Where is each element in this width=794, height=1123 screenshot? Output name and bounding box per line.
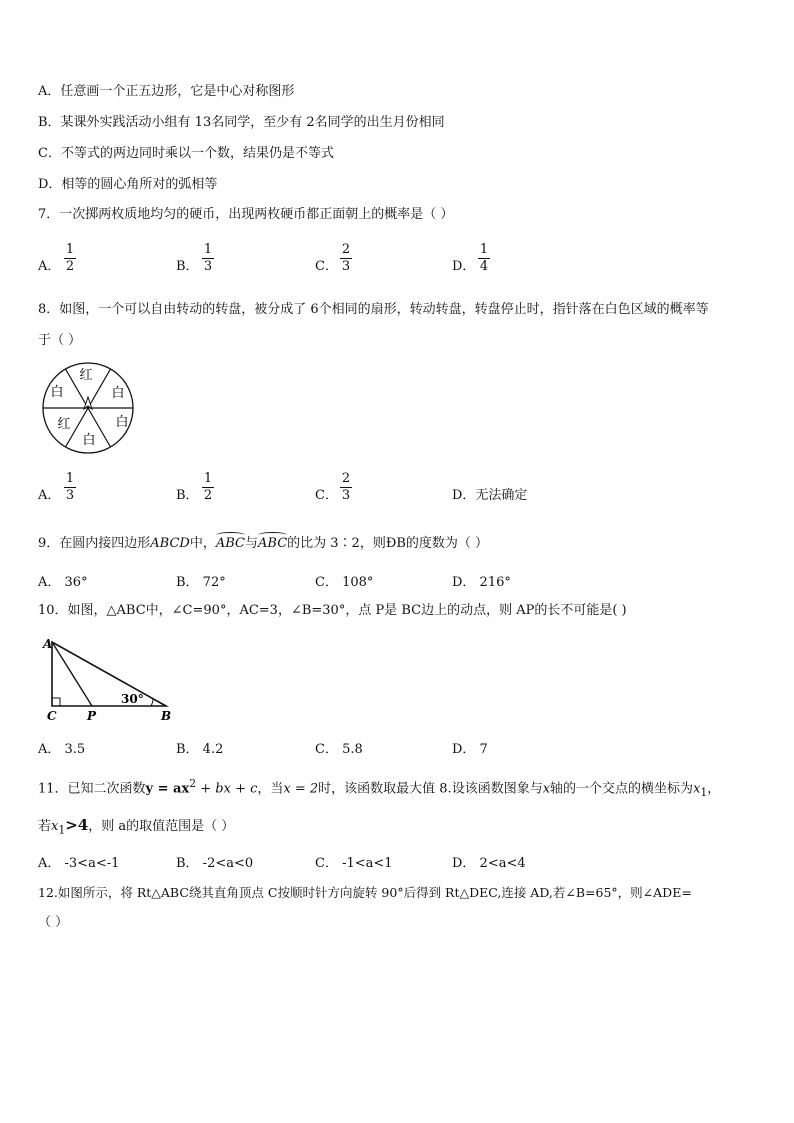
q11-stem-e: ， [707, 781, 721, 797]
q8-option-b-label: B． [176, 488, 199, 503]
q7-stem: 7．一次掷两枚质地均匀的硬币，出现两枚硬币都正面朝上的概率是（ ） [38, 207, 454, 222]
q11-option-b: B． -2<a<0 [176, 856, 254, 871]
q9-stem-a: 9．在圆内接四边形 [38, 536, 151, 551]
sector-label-6: 白 [50, 385, 64, 400]
triangle-abc [52, 642, 166, 706]
q9-arc-1: ABC [216, 535, 245, 553]
q7-option-d-label: D． [452, 259, 476, 274]
q8-option-a-fraction [64, 472, 76, 503]
q11-stem-b: ，当 [257, 781, 284, 797]
q11-line2-a: 若 [38, 819, 52, 834]
q6-option-b: B．某课外实践活动小组有 13名同学，至少有 2名同学的出生月份相同 [38, 115, 445, 130]
vertex-label-b: B [161, 709, 172, 722]
q10-stem: 10．如图，△ABC中，∠C=90°，AC=3，∠B=30°，点 P是 BC边上的动点，则 AP的长不可能是( ) [38, 603, 627, 618]
q11-line2-x: x [51, 819, 59, 834]
q7-c-numerator: 2 [341, 242, 351, 257]
q9-arc-2: ABC [258, 535, 287, 553]
q7-option-b-fraction [202, 243, 214, 274]
sector-label-5: 红 [57, 417, 71, 432]
spinner-figure [36, 362, 140, 456]
q9-stem-d: 的比为 3∶2，则ÐB的度数为（ ） [287, 536, 489, 551]
q9-option-b: B． 72° [176, 575, 226, 590]
q9-stem [38, 535, 488, 553]
q7-d-numerator: 1 [479, 242, 489, 257]
q8-option-c-label: C． [315, 488, 338, 503]
q9-stem-b: 中， [189, 536, 216, 551]
q11-condition: x = 2 [283, 781, 319, 797]
q7-d-denominator: 4 [479, 259, 489, 274]
right-angle-mark [52, 698, 60, 706]
segment-ap [52, 642, 92, 706]
q8-option-c-fraction [340, 472, 352, 503]
q8-c-numerator: 2 [341, 471, 351, 486]
q11-x-var: x [542, 781, 551, 797]
q8-c-denominator: 3 [341, 488, 351, 503]
angle-label: 30° [121, 692, 144, 706]
q7-b-numerator: 1 [203, 242, 213, 257]
vertex-label-c: C [47, 709, 57, 722]
q7-b-denominator: 3 [203, 259, 213, 274]
q11-stem-c: 时，该函数取最大值 8.设该函数图象与 [318, 781, 543, 797]
q9-option-c: C． 108° [315, 575, 374, 590]
sector-label-2: 白 [111, 386, 125, 401]
q8-stem-line2: 于（ ） [38, 333, 82, 348]
q8-option-b-fraction [202, 472, 214, 503]
q11-stem-line1 [38, 775, 720, 802]
q8-a-denominator: 3 [65, 488, 75, 503]
q7-option-c-fraction [340, 243, 352, 274]
q8-option-a-label: A． [38, 488, 61, 503]
vertex-label-p: P [87, 709, 97, 722]
q11-stem-a: 11．已知二次函数 [38, 781, 146, 797]
q8-option-d: D．无法确定 [452, 488, 528, 503]
q7-option-d-fraction [478, 243, 490, 274]
q8-b-denominator: 2 [203, 488, 213, 503]
q7-a-numerator: 1 [65, 242, 75, 257]
sector-label-1: 红 [79, 368, 93, 383]
q10-option-b: B． 4.2 [176, 742, 224, 757]
q11-func-eq: = ax [153, 781, 190, 797]
q9-option-d: D． 216° [452, 575, 511, 590]
q10-option-c: C． 5.8 [315, 742, 363, 757]
q11-option-c: C． -1<a<1 [315, 856, 393, 871]
q6-option-d: D．相等的圆心角所对的弧相等 [38, 177, 218, 192]
q12-stem-line2: （ ） [38, 915, 69, 930]
q9-quadrilateral: ABCD [150, 536, 190, 551]
q11-func-rest: + bx + c [196, 781, 258, 797]
q11-x1-sub: 1 [700, 785, 708, 799]
q9-option-a: A． 36° [38, 575, 88, 590]
q8-stem-line1: 8．如图，一个可以自由转动的转盘，被分成了 6个相同的扇形，转动转盘，转盘停止时，指针落在白色区域的概率等 [38, 302, 709, 317]
q7-option-a-fraction [64, 243, 76, 274]
q8-a-numerator: 1 [65, 471, 75, 486]
q7-option-c-label: C． [315, 259, 338, 274]
q8-b-numerator: 1 [203, 471, 213, 486]
q11-line2-cmp: >4 [65, 816, 89, 834]
q11-option-a: A． -3<a<-1 [38, 856, 120, 871]
q6-option-c: C．不等式的两边同时乘以一个数，结果仍是不等式 [38, 146, 334, 161]
vertex-label-a: A [43, 637, 53, 651]
angle-b-arc [151, 699, 153, 706]
q11-line2-sub: 1 [58, 823, 66, 837]
q7-option-b-label: B． [176, 259, 199, 274]
q7-c-denominator: 3 [341, 259, 351, 274]
sector-label-4: 白 [82, 433, 96, 448]
sector-label-3: 白 [115, 415, 129, 430]
q7-option-a-label: A． [38, 259, 61, 274]
q10-option-d: D． 7 [452, 742, 488, 757]
triangle-figure [38, 632, 178, 722]
q11-stem-line2 [38, 816, 234, 840]
q6-option-a: A．任意画一个正五边形，它是中心对称图形 [38, 84, 295, 99]
q9-stem-c: 与 [245, 536, 259, 551]
q12-stem-line1: 12.如图所示，将 Rt△ABC绕其直角顶点 C按顺时针方向旋转 90°后得到 Rt△DEC,连接 AD,若∠B=65°，则∠ADE= [38, 885, 692, 900]
q7-a-denominator: 2 [65, 259, 75, 274]
q11-option-d: D． 2<a<4 [452, 856, 526, 871]
q11-line2-b: ，则 a的取值范围是（ ） [88, 819, 235, 834]
q11-func-sup: 2 [189, 777, 197, 790]
q11-x1: x [693, 781, 701, 797]
q10-option-a: A． 3.5 [38, 742, 86, 757]
q11-stem-d: 轴的一个交点的横坐标为 [550, 781, 694, 797]
q11-func-y: y [145, 781, 154, 797]
